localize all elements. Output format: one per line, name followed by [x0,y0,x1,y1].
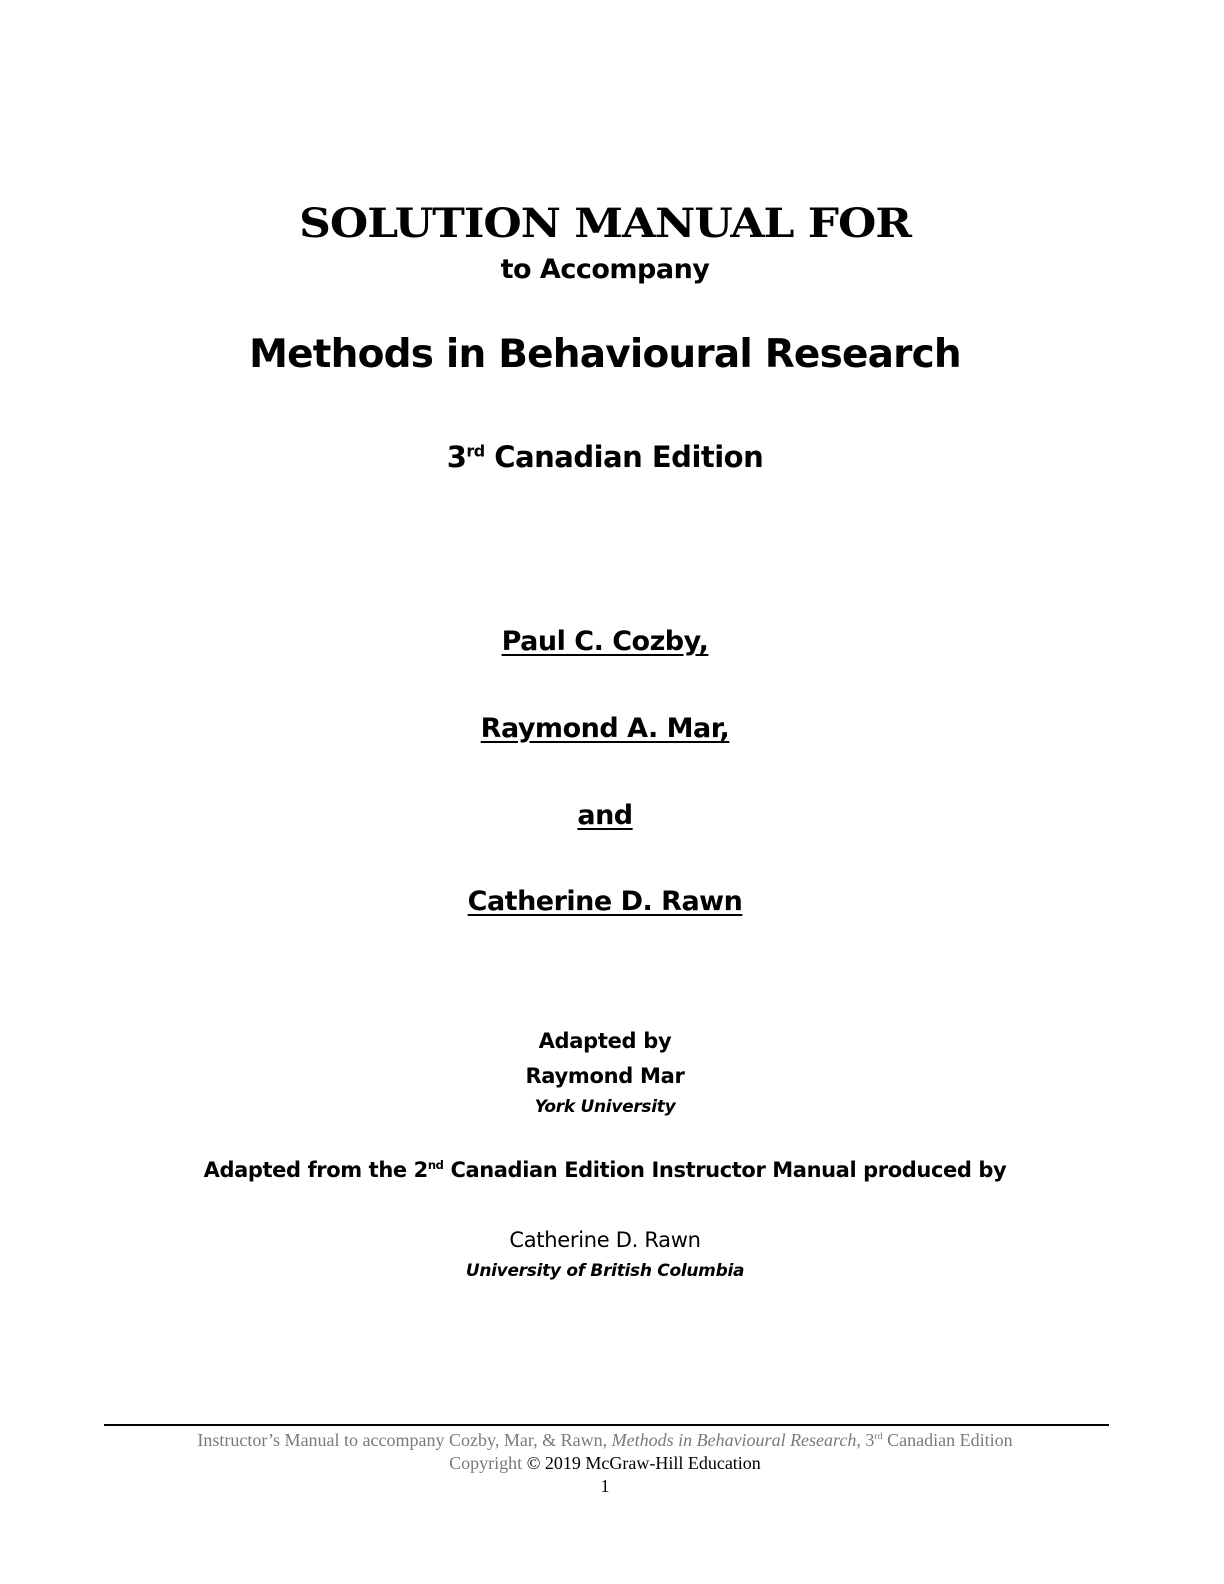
adapted-from-prefix: Adapted from the 2 [203,1158,428,1182]
author-catherine-rawn: Catherine D. Rawn [467,886,743,917]
book-title: Methods in Behavioural Research [249,332,961,377]
to-accompany-subtitle: to Accompany [500,254,710,285]
edition-ordinal-suffix: rd [466,441,485,461]
producer-affiliation: University of British Columbia [465,1261,745,1281]
footer-copyright-label: Copyright [449,1453,523,1473]
page-number: 1 [600,1476,610,1496]
author-raymond-mar: Raymond A. Mar, [480,713,730,744]
adapter-affiliation: York University [534,1097,676,1117]
adapted-from-ordinal-suffix: nd [427,1158,444,1172]
adapted-by-label: Adapted by [538,1029,672,1053]
edition-label: Canadian Edition [494,440,764,474]
footer-edition-suffix: rd [874,1431,883,1442]
footer-copyright-text: © 2019 McGraw-Hill Education [526,1453,761,1473]
author-conjunction: and [577,800,633,831]
edition-line [0,440,1210,474]
solution-manual-banner: SOLUTION MANUAL FOR [299,200,911,247]
producer-name: Catherine D. Rawn [509,1228,701,1252]
footer-divider [104,1424,1109,1426]
adapted-from-rest: Canadian Edition Instructor Manual produced by [450,1158,1007,1182]
footer-edition-label: Canadian Edition [887,1430,1013,1450]
footer-citation-line: Instructor’s Manual to accompany Cozby, Mar, & Rawn, Methods in Behavioural Research, 3rd Canadian Edition [197,1430,1013,1450]
adapter-name: Raymond Mar [525,1064,685,1088]
author-paul-cozby: Paul C. Cozby, [501,626,709,657]
footer-book-title: Methods in Behavioural Research [611,1430,857,1450]
footer-citation-prefix: Instructor’s Manual to accompany Cozby, Mar, & Rawn, [197,1430,608,1450]
edition-number: 3 [446,440,467,474]
footer-copyright-line [0,1453,1210,1474]
adapted-from-line [0,1158,1210,1182]
footer-edition-number: 3 [865,1430,875,1450]
